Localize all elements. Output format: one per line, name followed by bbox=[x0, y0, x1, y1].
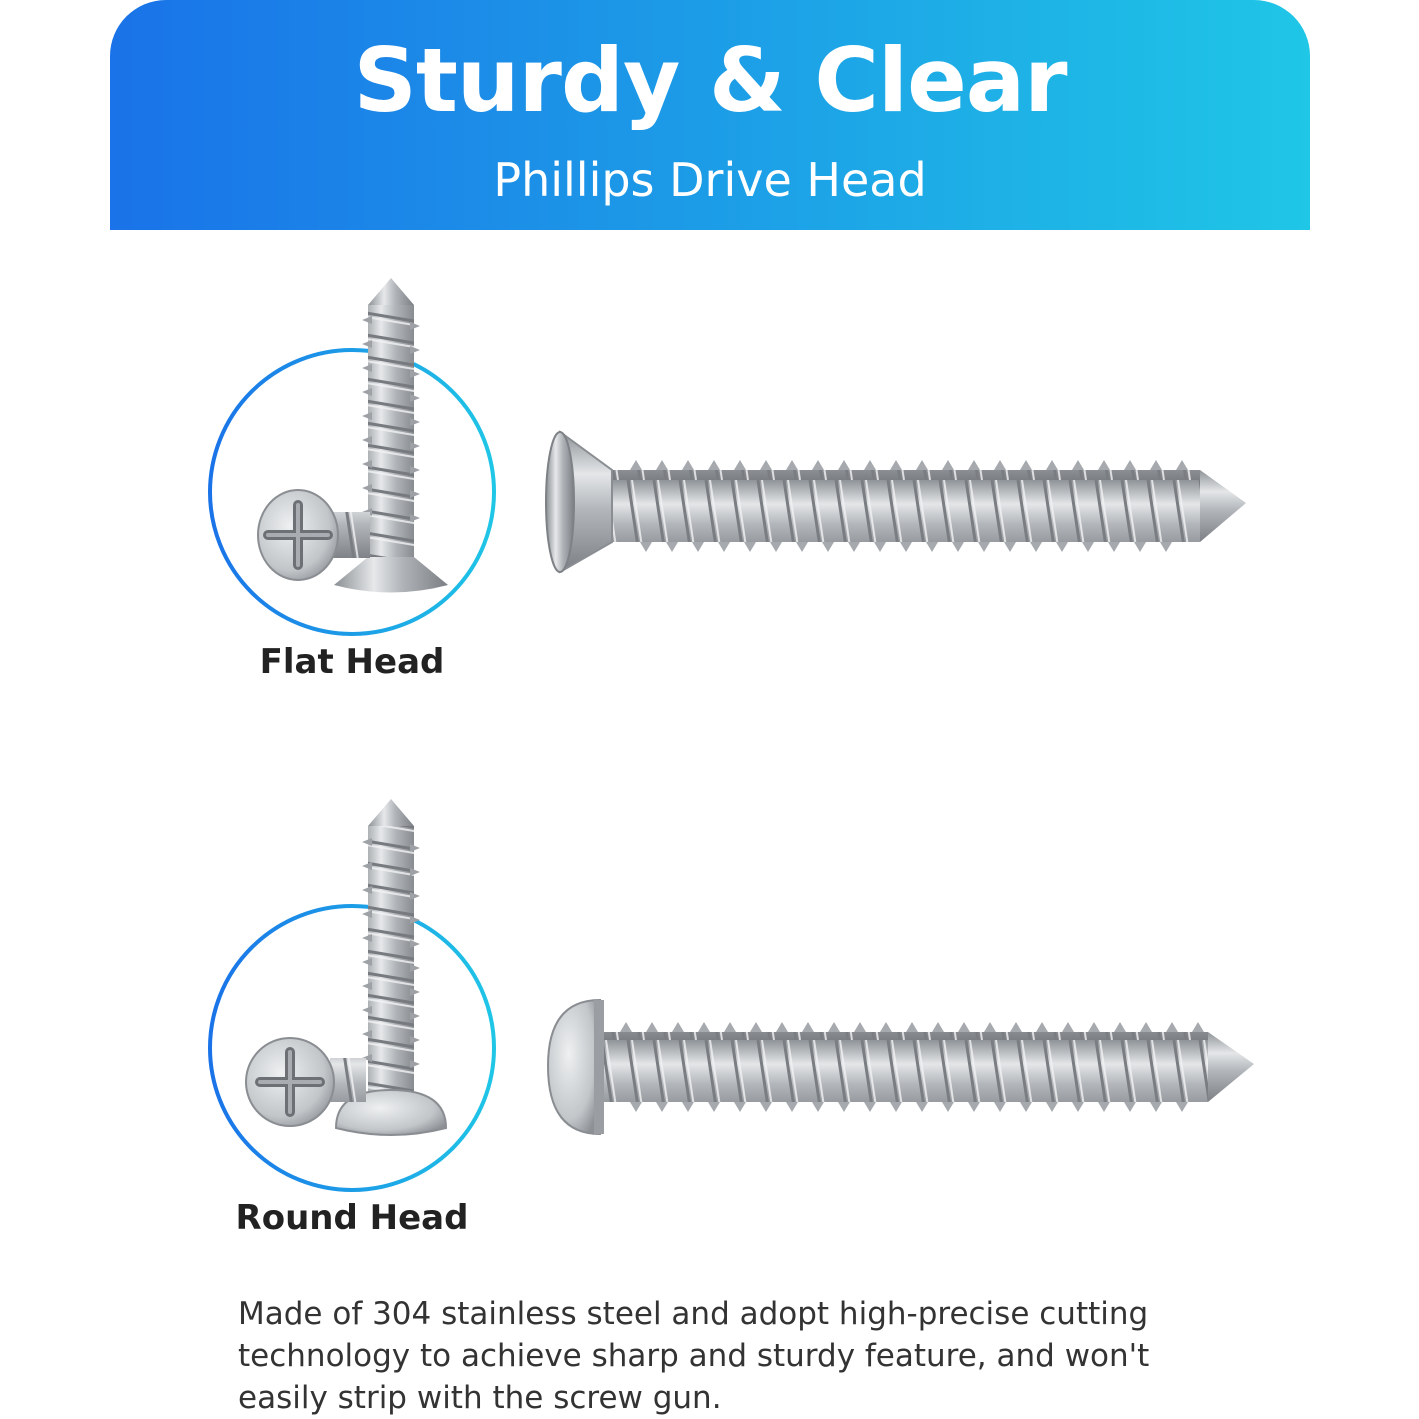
flat-head-label: Flat Head bbox=[259, 642, 445, 682]
round-head-screw-closeup-icon bbox=[210, 799, 494, 1190]
round-head-screw-icon bbox=[548, 1000, 1254, 1134]
banner-title: Sturdy & Clear bbox=[353, 29, 1067, 132]
product-description: Made of 304 stainless steel and adopt high-precise cutting technology to achieve sharp and sturdy feature, and won't easily strip with the screw gun. bbox=[238, 1296, 1150, 1416]
round-head-label: Round Head bbox=[235, 1198, 469, 1238]
flat-head-screw-icon bbox=[546, 432, 1246, 572]
flat-head-screw-closeup-icon bbox=[210, 278, 494, 634]
banner-subtitle: Phillips Drive Head bbox=[493, 153, 927, 207]
